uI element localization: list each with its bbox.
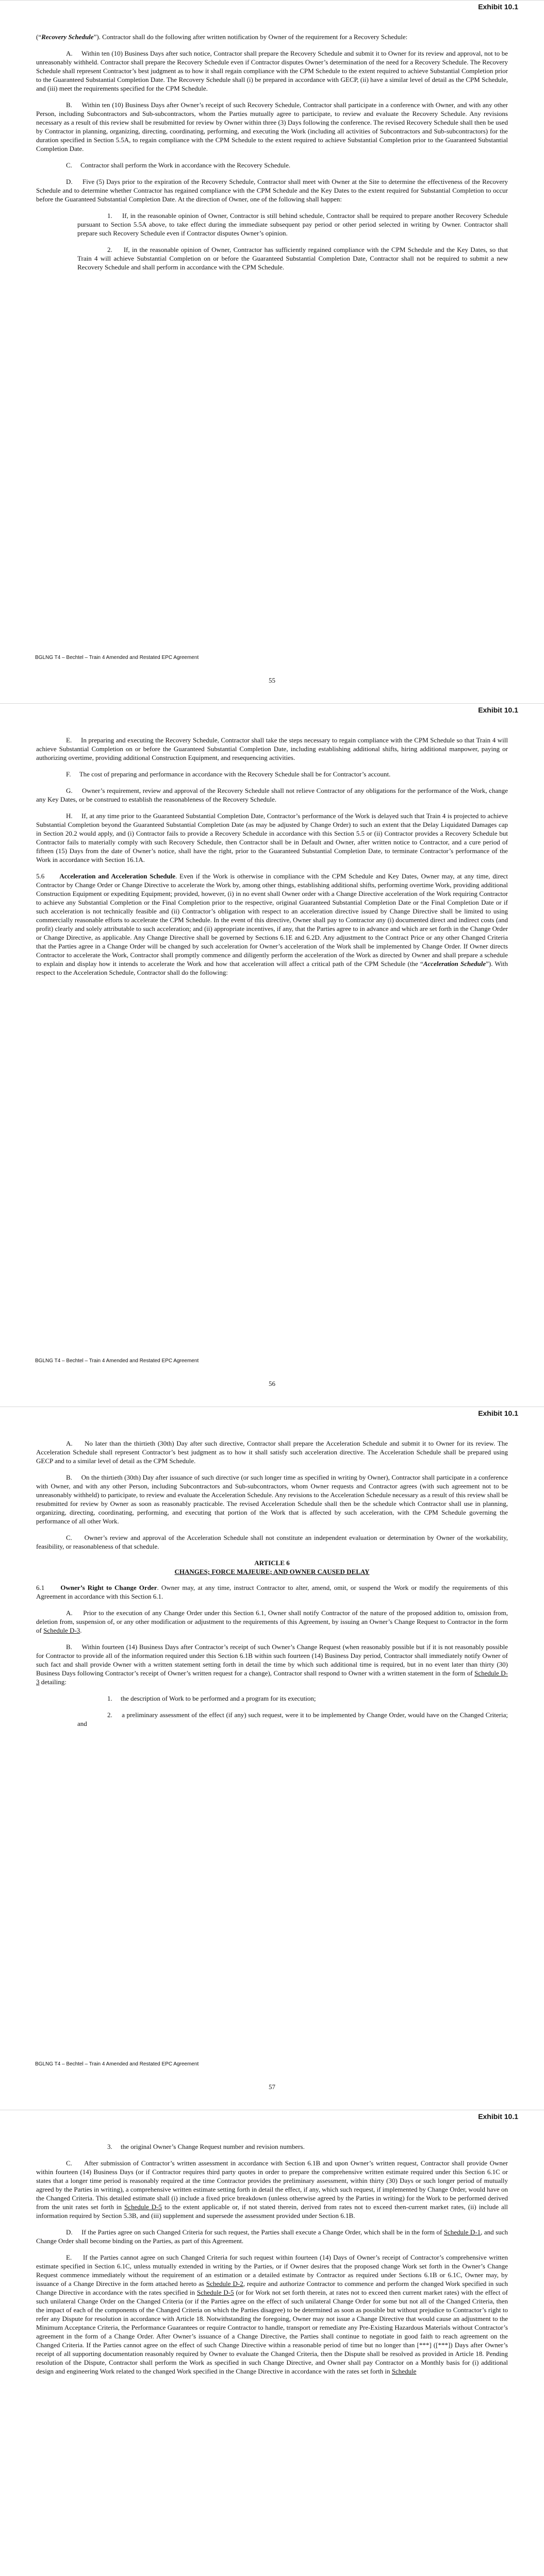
paragraph [77, 2142, 508, 2151]
text-run: D. If the Parties agree on such Changed Criteria for such request, the Parties shall execute a Change Order, which shall be in the form of [66, 2228, 444, 2236]
text-run: Acceleration Schedule [423, 960, 486, 968]
text-run: Schedule D-1 [443, 2228, 481, 2236]
text-run: D. Five (5) Days prior to the expiration of the Recovery Schedule, Contractor shall meet with Owner at the Site to determine the effectiveness of the Recovery Schedule and to determine whether Contractor has regained compliance with the CPM Schedule and the Key Dates to the extent required for Substantial Completion to occur before the Guaranteed Substantial Completion Date. At the direction of Owner, one of the following shall happen: [36, 178, 508, 203]
page-body [36, 736, 508, 985]
text-run: B. Within fourteen (14) Business Days after Contractor’s receipt of such Owner’s Change Request (when reasonably possible but if it is not reasonably possible for Contractor to provide all of the information required under this Section 6.1B within such fourteen (14) Business Day period, Contractor shall immediately notify Owner of such fact and shall provide Owner with a written statement setting forth in detail the time by which such additional time is required, but in no event later than thirty (30) Business Days following Contractor’s receipt of Owner’s written request for a change), Contractor shall respond to Owner with a written statement in the form of [36, 1643, 508, 1677]
paragraph [36, 161, 508, 170]
document-page [0, 2110, 544, 2576]
page-body [36, 2142, 508, 2383]
page-number: 57 [269, 2083, 275, 2091]
page-number: 55 [269, 676, 275, 684]
text-run: C. After submission of Contractor’s written assessment in accordance with Section 6.1B and upon Owner’s written request, Contractor shall provide Owner within fourteen (14) Business Days (or if Contractor requires third party quotes in order to prepare the comprehensive written estimate required under this Section 6.1C or states that a longer time period is reasonably required at the time Contractor provides the preliminary assessment, within thirty (30) Days or such longer period of mutually agreed by the Parties in writing), a comprehensive written estimate setting forth in detail the effect, if any, which such request, if implemented by Change Order, would have on the Changed Criteria. This detailed estimate shall (i) include a fixed price breakdown (unless otherwise agreed by the Parties in writing) for the Work to be performed derived from the unit rates set forth in [36, 2159, 508, 2211]
text-run: Recovery Schedule [41, 33, 94, 41]
text-run: 1. the description of Work to be performed and a program for its execution; [107, 1694, 316, 1702]
paragraph [77, 1694, 508, 1703]
article-heading [36, 1567, 508, 1576]
text-run: . [80, 1626, 82, 1634]
text-run: Schedule D-3 [43, 1626, 80, 1634]
paragraph [36, 32, 508, 41]
paragraph [36, 2159, 508, 2220]
exhibit-label: Exhibit 10.1 [478, 3, 518, 11]
text-run: , (i) in no event shall Owner order with a Change Directive acceleration of the Work requiring Contractor to achieve any Substantial Completion or the Final Completion prior to the respective, original Guaranteed Substantial Completion Date or the Final Completion Date or if such acceleration is not technically feasible and (ii) Contractor’s obligation with respect to an acceleration directive issued by Change Directive shall be limited to using commercially reasonable efforts to accelerate the CPM Schedule. In the event of this directive, Owner shall pay to Contractor any (i) documented direct and indirect costs (and profit) clearly and solely attributable to such acceleration; and (ii) appropriate incentives, if any, that the Parties agree to in advance and which are set forth in the Change Order or Change Directive, as applicable. Any Change Directive shall be governed by Sections 6.1E and 6.2D. Any adjustment to the Contract Price or any other Changed Criteria that the Parties agree in a Change Order will be changed by such acceleration for Owner’s acceleration of the Work shall be implemented by Change Order. If Owner directs Contractor to accelerate the Work, Contractor shall promptly commence and diligently perform the acceleration of the Work as directed by Owner and shall prepare a schedule to explain and display how it intends to accelerate the Work and how that acceleration will affect a critical path of the CPM Schedule (the “ [36, 890, 508, 968]
text-run: A. Within ten (10) Business Days after such notice, Contractor shall prepare the Recovery Schedule and submit it to Owner for its review and approval, not to be unreasonably withheld. Contractor shall prepare the Recovery Schedule even if Contractor disputes Owner’s determination of the need for a Recovery Schedule. The Recovery Schedule shall represent Contractor’s best judgment as to how it shall regain compliance with the CPM Schedule to the extent required to achieve Substantial Completion prior to the Guaranteed Substantial Completion Date. The Recovery Schedule shall (i) be prepared in accordance with GECP, (ii) have a similar level of detail as the CPM Schedule, and (iii) meet the requirements specified for the CPM Schedule. [36, 49, 508, 92]
paragraph [77, 1710, 508, 1728]
text-run: H. If, at any time prior to the Guaranteed Substantial Completion Date, Contractor’s performance of the Work is delayed such that Train 4 is projected to achieve Substantial Completion beyond the Guaranteed Substantial Completion Date (as may be adjusted by Change Order) to such an extent that the Delay Liquidated Damages cap in Section 20.2 would apply, and (i) Contractor fails to provide a Recovery Schedule in accordance with this Section 5.5 or (ii) Contractor provides a Recovery Schedule but Contractor fails to materially comply with such Recovery Schedule, then Contractor shall be in Default and Owner, after written notice to Contractor, and a cure period of fifteen (15) Days from the date of Owner’s notice, shall have the right, prior to the Guaranteed Substantial Completion Date, to terminate Contractor’s performance of the Work in accordance with Section 16.1A. [36, 812, 508, 863]
text-run: B. Within ten (10) Business Days after Owner’s receipt of such Recovery Schedule, Contractor shall participate in a conference with Owner, and with any other Person, including Subcontractors and Sub-subcontractors, whom the Parties mutually agree to participate, to review and evaluate the Recovery Schedule. Any revisions necessary as a result of this review shall be resubmitted for review by Owner within three (3) Days following the conference. The revised Recovery Schedule shall then be used by Contractor in planning, organizing, directing, coordinating, performing, and executing the Work (including all activities of Subcontractors and Sub-subcontractors) for the duration specified in Section 5.5A, to regain compliance with the CPM Schedule to the extent required to achieve Substantial Completion prior to the Guaranteed Substantial Completion Date. [36, 101, 508, 152]
text-run: C. Contractor shall perform the Work in accordance with the Recovery Schedule. [66, 161, 291, 169]
paragraph [36, 811, 508, 864]
text-run: 5.6 [36, 872, 60, 880]
text-run: 6.1 [36, 1584, 61, 1591]
paragraph [36, 100, 508, 153]
text-run: provided [174, 890, 198, 897]
text-run: E. If the Parties cannot agree on such Changed Criteria for such request within fourteen (14) Days of Owner’s receipt of Contractor’s comprehensive written estimate specified in Section 6.1C, unless mutually extended in writing by the Parties, or if Owner desires that the proposed change Work set forth in the Owner’s Change Request commence immediately without the requirement of an estimation or a detailed estimate by Contractor as required under Sections 6.1B or 6.1C, Owner may, by issuance of a Change Directive in the form attached hereto as [36, 2253, 508, 2287]
text-run: , [197, 890, 202, 897]
text-run: A. No later than the thirtieth (30th) Day after such directive, Contractor shall prepare the Acceleration Schedule and submit it to Owner for its review. The Acceleration Schedule shall represent Contractor’s best judgment as to how it shall satisfy such acceleration directive. The Acceleration Schedule shall be prepared using GECP and to a similar level of detail as the CPM Schedule. [36, 1439, 508, 1465]
text-run: . Owner may, at any time, instruct Contractor to alter, amend, omit, or suspend the Work or modify the requirements of this Agreement in accordance with this Section 6.1. [36, 1584, 508, 1600]
text-run: to the extent applicable or, if not stated therein, derived from rates not to exceed then-current market rates, (ii) include all information required by Section 5.3B, and (iii) supplement and supersede the assessment provided under Section 6.1B. [36, 2203, 508, 2219]
paragraph [36, 872, 508, 977]
document-page [0, 0, 544, 703]
page-footer: BGLNG T4 – Bechtel – Train 4 Amended and Restated EPC Agreement [35, 1358, 199, 1364]
page-body [36, 32, 508, 279]
paragraph [36, 1533, 508, 1551]
text-run: Schedule [391, 2367, 417, 2375]
page-number: 56 [269, 1380, 275, 1387]
paragraph [36, 786, 508, 804]
text-run: , require and authorize Contractor to commence and perform the changed Work specified in such Change Directive in accordance with the rates specified in [36, 2280, 508, 2296]
text-run: B. On the thirtieth (30th) Day after issuance of such directive (or such longer time as specified in writing by Owner), Contractor shall participate in a conference with Owner, and with any other Person, including Subcontractors and Sub-subcontractors, whom Owner requests and Contractor agrees (with such agreement not to be unreasonably withheld) to participate, to review and evaluate the Acceleration Schedule. Any revisions to the Acceleration Schedule necessary as a result of this review shall be resubmitted for review by Owner as soon as reasonably practicable. The revised Acceleration Schedule shall then be the schedule which Contractor shall use in planning, organizing, directing, coordinating, performing, and executing that portion of the Work that is affected by such acceleration, with the CPM Schedule governing the performance of all other Work. [36, 1473, 508, 1525]
paragraph [36, 1642, 508, 1686]
paragraph [36, 2228, 508, 2245]
document-page [0, 1406, 544, 2110]
paragraph [36, 1583, 508, 1601]
text-run: (“ [36, 33, 42, 41]
text-run: CHANGES; FORCE MAJEURE; AND OWNER CAUSED DELAY [174, 1568, 370, 1575]
text-run: ”). Contractor shall do the following after written notification by Owner of the requirement for a Recovery Schedule: [93, 33, 408, 41]
text-run: Schedule D-5 [196, 2289, 234, 2296]
document-page [0, 703, 544, 1406]
text-run: . Even if the Work is otherwise in compliance with the CPM Schedule and Key Dates, Owner may, at any time, direct Contractor by Change Order or Change Directive to accelerate the Work by, among other things, establishing additional shifts, performing overtime Work, providing additional Construction Equipment or expediting Equipment; [36, 872, 508, 897]
text-run: however [201, 890, 224, 897]
article-heading [36, 1558, 508, 1567]
text-run: (or for Work not set forth therein, at rates not to exceed then current market rates) with the effect of such unilateral Change Order on the Changed Criteria (or if the Parties agree on the effect of such unilateral Change Order for some but not all of the Changed Criteria, then the impact of each of the components of the Changed Criteria on which the Parties disagree) to be determined as soon as possible but without prejudice to Contractor’s right to refer any Dispute for resolution in accordance with Article 18. Notwithstanding the foregoing, Owner may not issue a Change Directive that would cause an adjustment to the Minimum Acceptance Criteria, the Performance Guarantees or require Contractor to handle, transport or remediate any Pre-Existing Hazardous Materials without Contractor’s agreement in the form of a Change Order. After Owner’s issuance of a Change Directive, the Parties shall continue to negotiate in good faith to reach agreement on the Changed Criteria. If the Parties cannot agree on the effect of such Change Directive within a reasonable period of time but no longer than [***] ([***]) Days after Owner’s receipt of all supporting documentation reasonably required by Owner to evaluate the Changed Criteria, then the Dispute shall be resolved as provided in Article 18. Pending resolution of the Dispute, Contractor shall perform the Work as specified in such Change Directive, and Owner shall pay Contractor on a Monthly basis for (i) additional design and engineering Work related to the changed Work specified in the Change Directive in accordance with the rates set forth in [36, 2289, 508, 2375]
paragraph [36, 49, 508, 93]
text-run: 1. If, in the reasonable opinion of Owner, Contractor is still behind schedule, Contractor shall be required to prepare another Recovery Schedule pursuant to Section 5.5A above, to take effect during the immediate subsequent pay period or other period selected in writing by Owner. Contractor shall prepare such Recovery Schedule even if Contractor disputes Owner’s opinion. [77, 212, 508, 237]
text-run: C. Owner’s review and approval of the Acceleration Schedule shall not constitute an independent evaluation or determination by Owner of the workability, feasibility, or reasonableness of that schedule. [36, 1534, 508, 1550]
paragraph [36, 177, 508, 204]
text-run: A. Prior to the execution of any Change Order under this Section 6.1, Owner shall notify Contractor of the nature of the proposed addition to, omission from, deletion from, suspension of, or any other modification or adjustment to the requirements of this Agreement, by issuing an Owner’s Change Request to Contractor in the form of [36, 1609, 508, 1634]
exhibit-label: Exhibit 10.1 [478, 1409, 518, 1417]
paragraph [36, 1439, 508, 1465]
page-body [36, 1439, 508, 1736]
paragraph [36, 770, 508, 778]
text-run: Owner’s Right to Change Order [60, 1584, 157, 1591]
text-run: F. The cost of preparing and performance in accordance with the Recovery Schedule shall be for Contractor’s account. [66, 770, 391, 778]
exhibit-label: Exhibit 10.1 [478, 2112, 518, 2121]
text-run: Schedule D-2 [206, 2280, 243, 2287]
text-run: , and such Change Order shall become binding on the Parties, as part of this Agreement. [36, 2228, 508, 2245]
paragraph [36, 1473, 508, 1526]
paragraph [36, 1608, 508, 1635]
paragraph [36, 736, 508, 762]
text-run: detailing: [39, 1678, 67, 1686]
text-run: ARTICLE 6 [254, 1559, 290, 1567]
text-run: Schedule D-5 [124, 2203, 162, 2211]
text-run: Schedule D-3 [36, 1669, 508, 1686]
paragraph [36, 2253, 508, 2376]
page-footer: BGLNG T4 – Bechtel – Train 4 Amended and Restated EPC Agreement [35, 2061, 199, 2067]
text-run: ”). With respect to the Acceleration Schedule, Contractor shall do the following: [36, 960, 508, 976]
text-run: 3. the original Owner’s Change Request number and revision numbers. [107, 2143, 305, 2150]
text-run: E. In preparing and executing the Recovery Schedule, Contractor shall take the steps necessary to regain compliance with the CPM Schedule so that Train 4 will achieve Substantial Completion on or before the Guaranteed Substantial Completion Date, including establishing additional shifts, hiring additional manpower, paying or authorizing overtime, providing additional Construction Equipment, and resequencing activities. [36, 736, 508, 761]
text-run: 2. If, in the reasonable opinion of Owner, Contractor has sufficiently regained compliance with the CPM Schedule and the Key Dates, so that Train 4 will achieve Substantial Completion on or before the Guaranteed Substantial Completion Date, Contractor shall not be required to submit a new Recovery Schedule and shall perform in accordance with the CPM Schedule. [77, 246, 508, 271]
exhibit-label: Exhibit 10.1 [478, 706, 518, 714]
paragraph [77, 211, 508, 238]
text-run: Acceleration and Acceleration Schedule [59, 872, 176, 880]
page-footer: BGLNG T4 – Bechtel – Train 4 Amended and Restated EPC Agreement [35, 655, 199, 660]
text-run: 2. a preliminary assessment of the effect (if any) such request, were it to be implemented by Change Order, would have on the Changed Criteria; and [77, 1711, 508, 1727]
paragraph [77, 245, 508, 272]
text-run: G. Owner’s requirement, review and approval of the Recovery Schedule shall not relieve Contractor of any obligations for the performance of the Work, change any Key Dates, or be construed to establish the reasonableness of the Recovery Schedule. [36, 787, 508, 803]
